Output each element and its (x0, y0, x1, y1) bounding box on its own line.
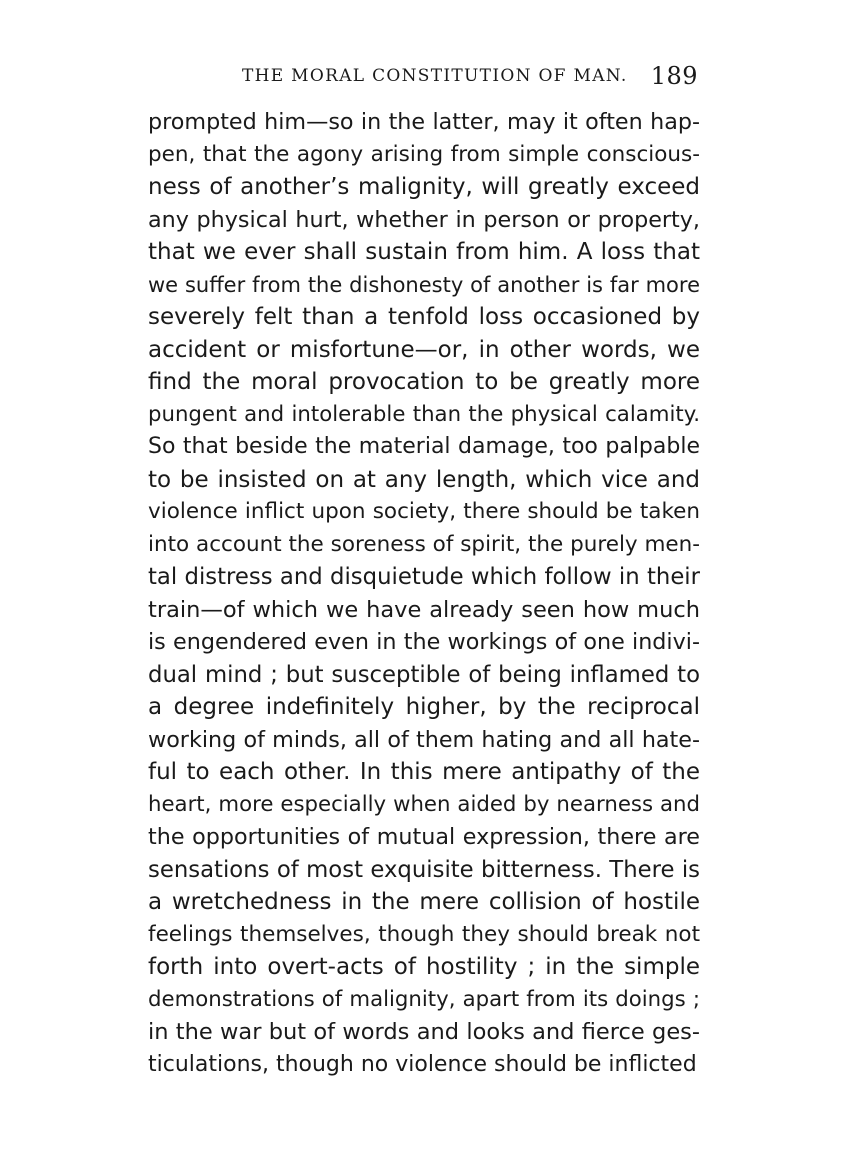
text-line: forth into overt-acts of hostility ; in the simple (148, 954, 700, 980)
text-line: find the moral provocation to be greatly more (148, 369, 700, 395)
text-line: severely felt than a tenfold loss occasioned by (148, 304, 700, 330)
text-line: demonstrations of malignity, apart from its doings ; (148, 986, 700, 1012)
text-line: feelings themselves, though they should break not (148, 921, 700, 947)
text-line: ticulations, though no violence should be inflicted (148, 1051, 697, 1077)
text-line: tal distress and disquietude which follow in their (148, 564, 700, 590)
text-line: violence inflict upon society, there should be taken (148, 499, 700, 524)
text-line: prompted him—so in the latter, may it often hap- (148, 109, 700, 135)
running-title: THE MORAL CONSTITUTION OF MAN. (242, 66, 628, 86)
text-line: working of minds, all of them hating and all hate- (148, 726, 700, 753)
running-head (148, 58, 700, 92)
text-line: in the war but of words and looks and fierce ges- (148, 1019, 700, 1045)
text-line: any physical hurt, whether in person or property, (148, 206, 700, 233)
text-line: the opportunities of mutual expression, there are (148, 824, 700, 850)
text-line: a wretchedness in the mere collision of hostile (148, 889, 700, 915)
text-line: that we ever shall sustain from him. A loss that (148, 239, 700, 265)
text-line: ful to each other. In this mere antipathy of the (148, 759, 700, 785)
page-number: 189 (650, 62, 698, 90)
text-line: to be insisted on at any length, which vice and (148, 466, 700, 493)
text-line: pen, that the agony arising from simple conscious- (148, 141, 700, 167)
text-line: is engendered even in the workings of one indivi- (148, 629, 700, 655)
text-line: dual mind ; but susceptible of being inflamed to (148, 661, 700, 688)
text-line: a degree indefinitely higher, by the reciprocal (148, 694, 700, 720)
text-line: we suffer from the dishonesty of another is far more (148, 272, 700, 297)
text-line: accident or misfortune—or, in other words, we (148, 336, 700, 363)
text-line: train—of which we have already seen how much (148, 596, 700, 623)
text-line: So that beside the material damage, too palpable (148, 434, 700, 459)
text-line: into account the soreness of spirit, the purely men- (148, 531, 701, 557)
text-line: pungent and intolerable than the physical calamity. (148, 401, 700, 427)
text-line: ness of another’s malignity, will greatly exceed (148, 174, 700, 200)
text-line: heart, more especially when aided by nearness and (148, 791, 700, 817)
text-line: sensations of most exquisite bitterness. There is (148, 856, 700, 883)
body-text (148, 106, 700, 1081)
